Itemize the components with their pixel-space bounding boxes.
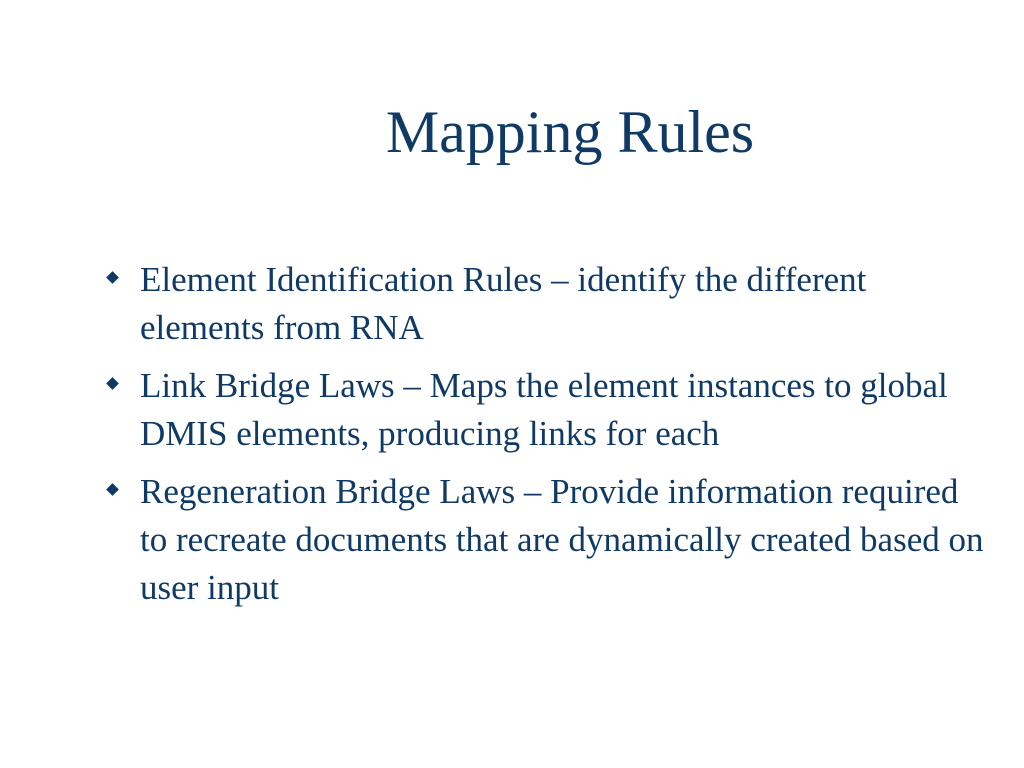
slide-title: Mapping Rules — [385, 99, 755, 165]
diamond-bullet-icon — [106, 271, 119, 284]
diamond-bullet-icon — [106, 377, 119, 390]
bullet-item — [104, 362, 984, 458]
bullet-item — [104, 468, 984, 612]
bullet-text: Link Bridge Laws – Maps the element instances to global DMIS elements, producing links for each — [140, 366, 948, 453]
bullet-text: Regeneration Bridge Laws – Provide information required to recreate documents that are dynamically created based on user input — [140, 472, 984, 607]
diamond-bullet-icon — [106, 483, 119, 496]
bullet-item — [104, 256, 984, 352]
bullet-text: Element Identification Rules – identify the different elements from RNA — [140, 260, 867, 347]
bullet-list — [104, 256, 984, 622]
